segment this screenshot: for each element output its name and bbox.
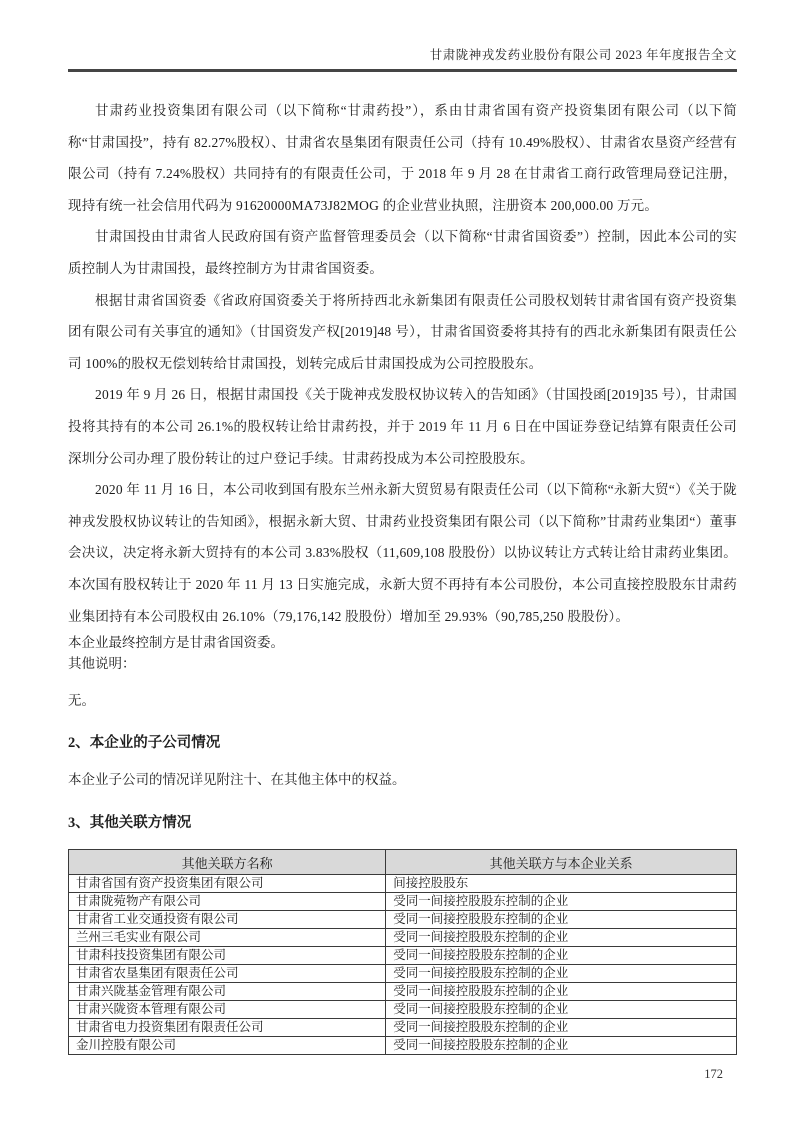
related-party-relation: 受同一间接控股股东控制的企业 xyxy=(386,893,737,911)
table-row xyxy=(69,929,737,947)
page-number: 172 xyxy=(704,1067,723,1082)
table-header-relation: 其他关联方与本企业关系 xyxy=(386,850,737,875)
table-row xyxy=(69,1001,737,1019)
related-party-relation: 受同一间接控股股东控制的企业 xyxy=(386,947,737,965)
paragraph-equity-transfer-2019: 2019 年 9 月 26 日，根据甘肃国投《关于陇神戎发股权协议转入的告知函》（甘国投函[2019]35 号），甘肃国投将其持有的本公司 26.1%的股权转让给甘肃药投，并于 2019 年 11 月 6 日在中国证券登记结算有限责任公司深圳分公司办理了股份转让的过户登记手续。甘肃药投成为本公司控股股东。 xyxy=(68,387,737,466)
related-party-relation: 受同一间接控股股东控制的企业 xyxy=(386,1019,737,1037)
table-row xyxy=(69,1037,737,1055)
other-note-label: 其他说明： xyxy=(68,656,136,672)
related-party-relation: 受同一间接控股股东控制的企业 xyxy=(386,1001,737,1019)
other-note-value: 无。 xyxy=(68,693,95,709)
table-row xyxy=(69,1019,737,1037)
table-row xyxy=(69,911,737,929)
table-row xyxy=(69,965,737,983)
related-party-name: 甘肃省工业交通投资有限公司 xyxy=(69,911,386,929)
related-party-name: 甘肃兴陇基金管理有限公司 xyxy=(69,983,386,1001)
related-party-name: 金川控股有限公司 xyxy=(69,1037,386,1055)
related-party-name: 兰州三毛实业有限公司 xyxy=(69,929,386,947)
related-party-relation: 受同一间接控股股东控制的企业 xyxy=(386,965,737,983)
related-party-name: 甘肃省电力投资集团有限责任公司 xyxy=(69,1019,386,1037)
table-header-name: 其他关联方名称 xyxy=(69,850,386,875)
final-control-line: 本企业最终控制方是甘肃省国资委。 xyxy=(68,635,284,651)
table-row xyxy=(69,947,737,965)
paragraph-equity-transfer-2019-notice: 根据甘肃省国资委《省政府国资委关于将所持西北永新集团有限责任公司股权划转甘肃省国有资产投资集团有限公司有关事宜的通知》（甘国资发产权[2019]48 号），甘肃省国资委将其持有的西北永新集团有限责任公司 100%的股权无偿划转给甘肃国投，划转完成后甘肃国投成为公司控股股东。 xyxy=(68,292,737,371)
header-rule xyxy=(68,69,737,72)
related-party-relation: 间接控股股东 xyxy=(386,875,737,893)
page-header-title: 甘肃陇神戎发药业股份有限公司 2023 年年度报告全文 xyxy=(429,48,737,62)
related-party-name: 甘肃省农垦集团有限责任公司 xyxy=(69,965,386,983)
paragraph-company-formation: 甘肃药业投资集团有限公司（以下简称“甘肃药投”），系由甘肃省国有资产投资集团有限公司（以下简称“甘肃国投”，持有 82.27%股权）、甘肃省农垦集团有限责任公司（持有 10.49%股权）、甘肃省农垦资产经营有限公司（持有 7.24%股权）共同持有的有限责任公司，于 2018 年 9 月 28 在甘肃省工商行政管理局登记注册，现持有统一社会信用代码为 91620000MA73J82MOG 的企业营业执照，注册资本 200,000.00 万元。 xyxy=(68,103,737,213)
related-party-relation: 受同一间接控股股东控制的企业 xyxy=(386,911,737,929)
table-header-row xyxy=(69,850,737,875)
section-heading-subsidiaries: 2、本企业的子公司情况 xyxy=(68,735,221,752)
related-party-relation: 受同一间接控股股东控制的企业 xyxy=(386,983,737,1001)
paragraph-equity-transfer-2020: 2020 年 11 月 16 日，本公司收到国有股东兰州永新大贸贸易有限责任公司（以下简称“永新大贸“）《关于陇神戎发股权协议转让的告知函》，根据永新大贸、甘肃药业投资集团有限公司（以下简称”甘肃药业集团“）董事会决议，决定将永新大贸持有的本公司 3.83%股权（11,609,108 股股份）以协议转让方式转让给甘肃药业集团。本次国有股权转让于 2020 年 11 月 13 日实施完成，永新大贸不再持有本公司股份，本公司直接控股股东甘肃药业集团持有本公司股权由 26.10%（79,176,142 股股份）增加至 29.93%（90,785,250 股股份）。 xyxy=(68,482,737,624)
related-party-relation: 受同一间接控股股东控制的企业 xyxy=(386,929,737,947)
related-party-name: 甘肃陇菀物产有限公司 xyxy=(69,893,386,911)
table-row xyxy=(69,893,737,911)
related-party-relation: 受同一间接控股股东控制的企业 xyxy=(386,1037,737,1055)
section-heading-other-related-parties: 3、其他关联方情况 xyxy=(68,815,192,832)
related-party-table xyxy=(68,849,737,1055)
related-party-name: 甘肃省国有资产投资集团有限公司 xyxy=(69,875,386,893)
section-text-subsidiaries: 本企业子公司的情况详见附注十、在其他主体中的权益。 xyxy=(68,772,406,788)
table-row xyxy=(69,983,737,1001)
related-party-name: 甘肃兴陇资本管理有限公司 xyxy=(69,1001,386,1019)
table-row xyxy=(69,875,737,893)
paragraph-actual-controller: 甘肃国投由甘肃省人民政府国有资产监督管理委员会（以下简称“甘肃省国资委”）控制，因此本公司的实质控制人为甘肃国投，最终控制方为甘肃省国资委。 xyxy=(68,229,737,276)
related-party-name: 甘肃科技投资集团有限公司 xyxy=(69,947,386,965)
